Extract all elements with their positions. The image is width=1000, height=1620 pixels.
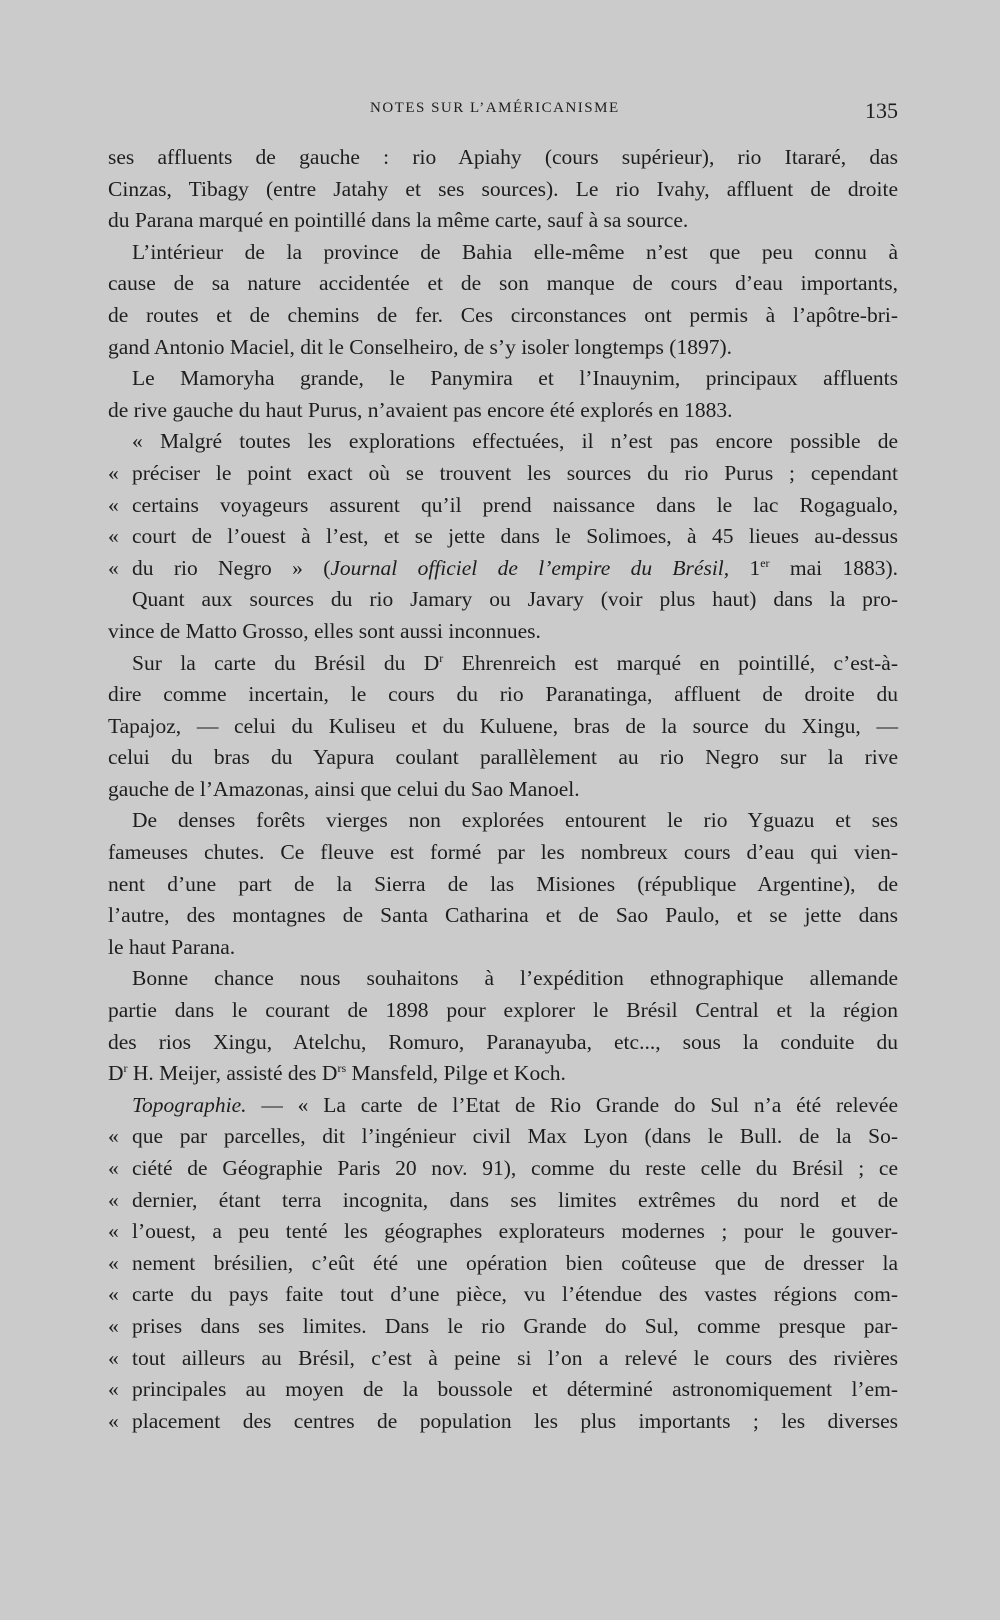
text-line: le haut Parana. [108, 934, 236, 959]
text-line: dire comme incertain, le cours du rio Paranatinga, affluent de droite du [108, 682, 898, 707]
text-segment: nement brésilien, c’eût été une opération bien coûteuse que de dresser la [132, 1250, 898, 1275]
text-line [108, 1248, 898, 1280]
text-segment: court de l’ouest à l’est, et se jette dans le Solimoes, à 45 lieues au-dessus [132, 524, 898, 549]
text-line [108, 1121, 898, 1153]
quote-mark: « [108, 1377, 119, 1402]
text-line [108, 1406, 898, 1438]
quote-mark: « [108, 524, 119, 549]
text-line: Cinzas, Tibagy (entre Jatahy et ses sources). Le rio Ivahy, affluent de droite [108, 176, 898, 201]
quote-mark: « [108, 1219, 119, 1244]
text-line [108, 1090, 898, 1122]
text-line: Le Mamoryha grande, le Panymira et l’Inauynim, principaux affluents [132, 366, 898, 391]
text-line: nent d’une part de la Sierra de las Misiones (république Argentine), de [108, 871, 898, 896]
text-line [108, 1374, 898, 1406]
text-segment: Sur la carte du Brésil du D [132, 650, 440, 675]
text-segment: Ehrenreich est marqué en pointillé, c’est-à- [461, 650, 899, 675]
text-segment: 1 [749, 555, 761, 580]
text-segment: placement des centres de population les plus importants ; les diverses [132, 1408, 898, 1433]
text-segment: mai 1883). [789, 555, 898, 580]
text-line: De denses forêts vierges non explorées entourent le rio Yguazu et ses [132, 808, 898, 833]
quote-mark: « [108, 1156, 119, 1180]
text-line: de routes et de chemins de fer. Ces circonstances ont permis à l’apôtre-bri- [108, 302, 898, 327]
quote-mark: « [108, 1345, 119, 1370]
journal-citation: Journal officiel de l’empire du Brésil, [330, 555, 730, 580]
quote-mark: « [108, 1282, 119, 1307]
superscript: er [760, 555, 770, 570]
text-segment: certains voyageurs assurent qu’il prend naissance dans le lac Rogagualo, [132, 492, 898, 517]
text-line [108, 1185, 898, 1217]
text-line [108, 1343, 898, 1375]
text-segment: du rio Negro » [132, 555, 303, 580]
text-segment: préciser le point exact où se trouvent les sources du rio Purus ; cependant [132, 460, 898, 485]
quote-mark: « [108, 492, 119, 517]
text-segment: prises dans ses limites. Dans le rio Grande do Sul, comme presque par- [132, 1313, 898, 1338]
superscript: r [439, 650, 444, 665]
text-segment: que par parcelles, dit l’ingénieur civil Max Lyon (dans le Bull. de la So- [132, 1124, 898, 1149]
superscript: r [123, 1061, 128, 1076]
text-line [108, 553, 898, 585]
text-line: des rios Xingu, Atelchu, Romuro, Paranayuba, etc..., sous la conduite du [108, 1029, 898, 1054]
text-line: vince de Matto Grosso, elles sont aussi inconnues. [108, 618, 541, 643]
text-segment: Mansfeld, Pilge et Koch. [351, 1061, 566, 1086]
quote-mark: « [108, 1408, 119, 1433]
page-number: 135 [865, 98, 898, 123]
superscript: rs [337, 1061, 347, 1076]
page-header [370, 98, 898, 128]
section-heading: Topographie. [132, 1092, 247, 1117]
text-line: celui du bras du Yapura coulant parallèlement au rio Negro sur la rive [108, 745, 898, 770]
quote-mark: « [108, 460, 119, 485]
text-segment: H. Meijer, assisté des D [132, 1061, 338, 1086]
text-line [108, 521, 898, 553]
text-line: l’autre, des montagnes de Santa Catharina et de Sao Paulo, et se jette dans [108, 903, 898, 928]
text-line [108, 648, 898, 680]
body-text [108, 142, 898, 1437]
text-segment: l’ouest, a peu tenté les géographes explorateurs modernes ; pour le gouver- [132, 1219, 898, 1244]
text-line [108, 1311, 898, 1343]
text-line [108, 458, 898, 490]
text-line: partie dans le courant de 1898 pour explorer le Brésil Central et la région [108, 998, 898, 1023]
text-line: de rive gauche du haut Purus, n’avaient pas encore été explorés en 1883. [108, 397, 733, 422]
quote-mark: « [108, 1124, 119, 1149]
text-segment: principales au moyen de la boussole et déterminé astronomiquement l’em- [132, 1377, 898, 1402]
text-line: cause de sa nature accidentée et de son manque de cours d’eau importants, [108, 271, 898, 296]
text-line: du Parana marqué en pointillé dans la même carte, sauf à sa source. [108, 208, 689, 233]
text-line [108, 490, 898, 522]
running-title: NOTES SUR L’AMÉRICANISME [370, 100, 620, 116]
text-segment: dernier, étant terra incognita, dans ses limites extrêmes du nord et de [132, 1187, 898, 1212]
text-line [108, 1153, 898, 1185]
text-line: gauche de l’Amazonas, ainsi que celui du Sao Manoel. [108, 776, 580, 801]
text-line [108, 1216, 898, 1248]
text-line: Bonne chance nous souhaitons à l’expédition ethnographique allemande [132, 966, 898, 991]
text-line: Quant aux sources du rio Jamary ou Javary (voir plus haut) dans la pro- [132, 587, 898, 612]
text-segment: — « La carte de l’Etat de Rio Grande do Sul n’a été relevée [261, 1092, 899, 1117]
quote-mark: « [108, 1250, 119, 1275]
text-line: « Malgré toutes les explorations effectuées, il n’est pas encore possible de [132, 429, 898, 454]
text-line [108, 1279, 898, 1311]
text-line: fameuses chutes. Ce fleuve est formé par les nombreux cours d’eau qui vien- [108, 840, 898, 865]
text-segment: D [108, 1061, 124, 1086]
quote-mark: « [108, 1187, 119, 1212]
quote-mark: « [108, 1313, 119, 1338]
quote-mark: « [108, 555, 119, 580]
open-paren: ( [323, 555, 331, 580]
text-line: ses affluents de gauche : rio Apiahy (cours supérieur), rio Itararé, das [108, 145, 898, 169]
text-line: L’intérieur de la province de Bahia elle-même n’est que peu connu à [132, 239, 898, 264]
text-segment: tout ailleurs au Brésil, c’est à peine si l’on a relevé le cours des rivières [132, 1345, 898, 1370]
text-segment: carte du pays faite tout d’une pièce, vu l’étendue des vastes régions com- [132, 1282, 898, 1307]
text-line: Tapajoz, — celui du Kuliseu et du Kuluene, bras de la source du Xingu, — [108, 713, 898, 738]
text-segment: ciété de Géographie Paris 20 nov. 91), comme du reste celle du Brésil ; ce [132, 1156, 898, 1180]
text-line: gand Antonio Maciel, dit le Conselheiro, de s’y isoler longtemps (1897). [108, 334, 732, 359]
text-line [108, 1058, 898, 1090]
